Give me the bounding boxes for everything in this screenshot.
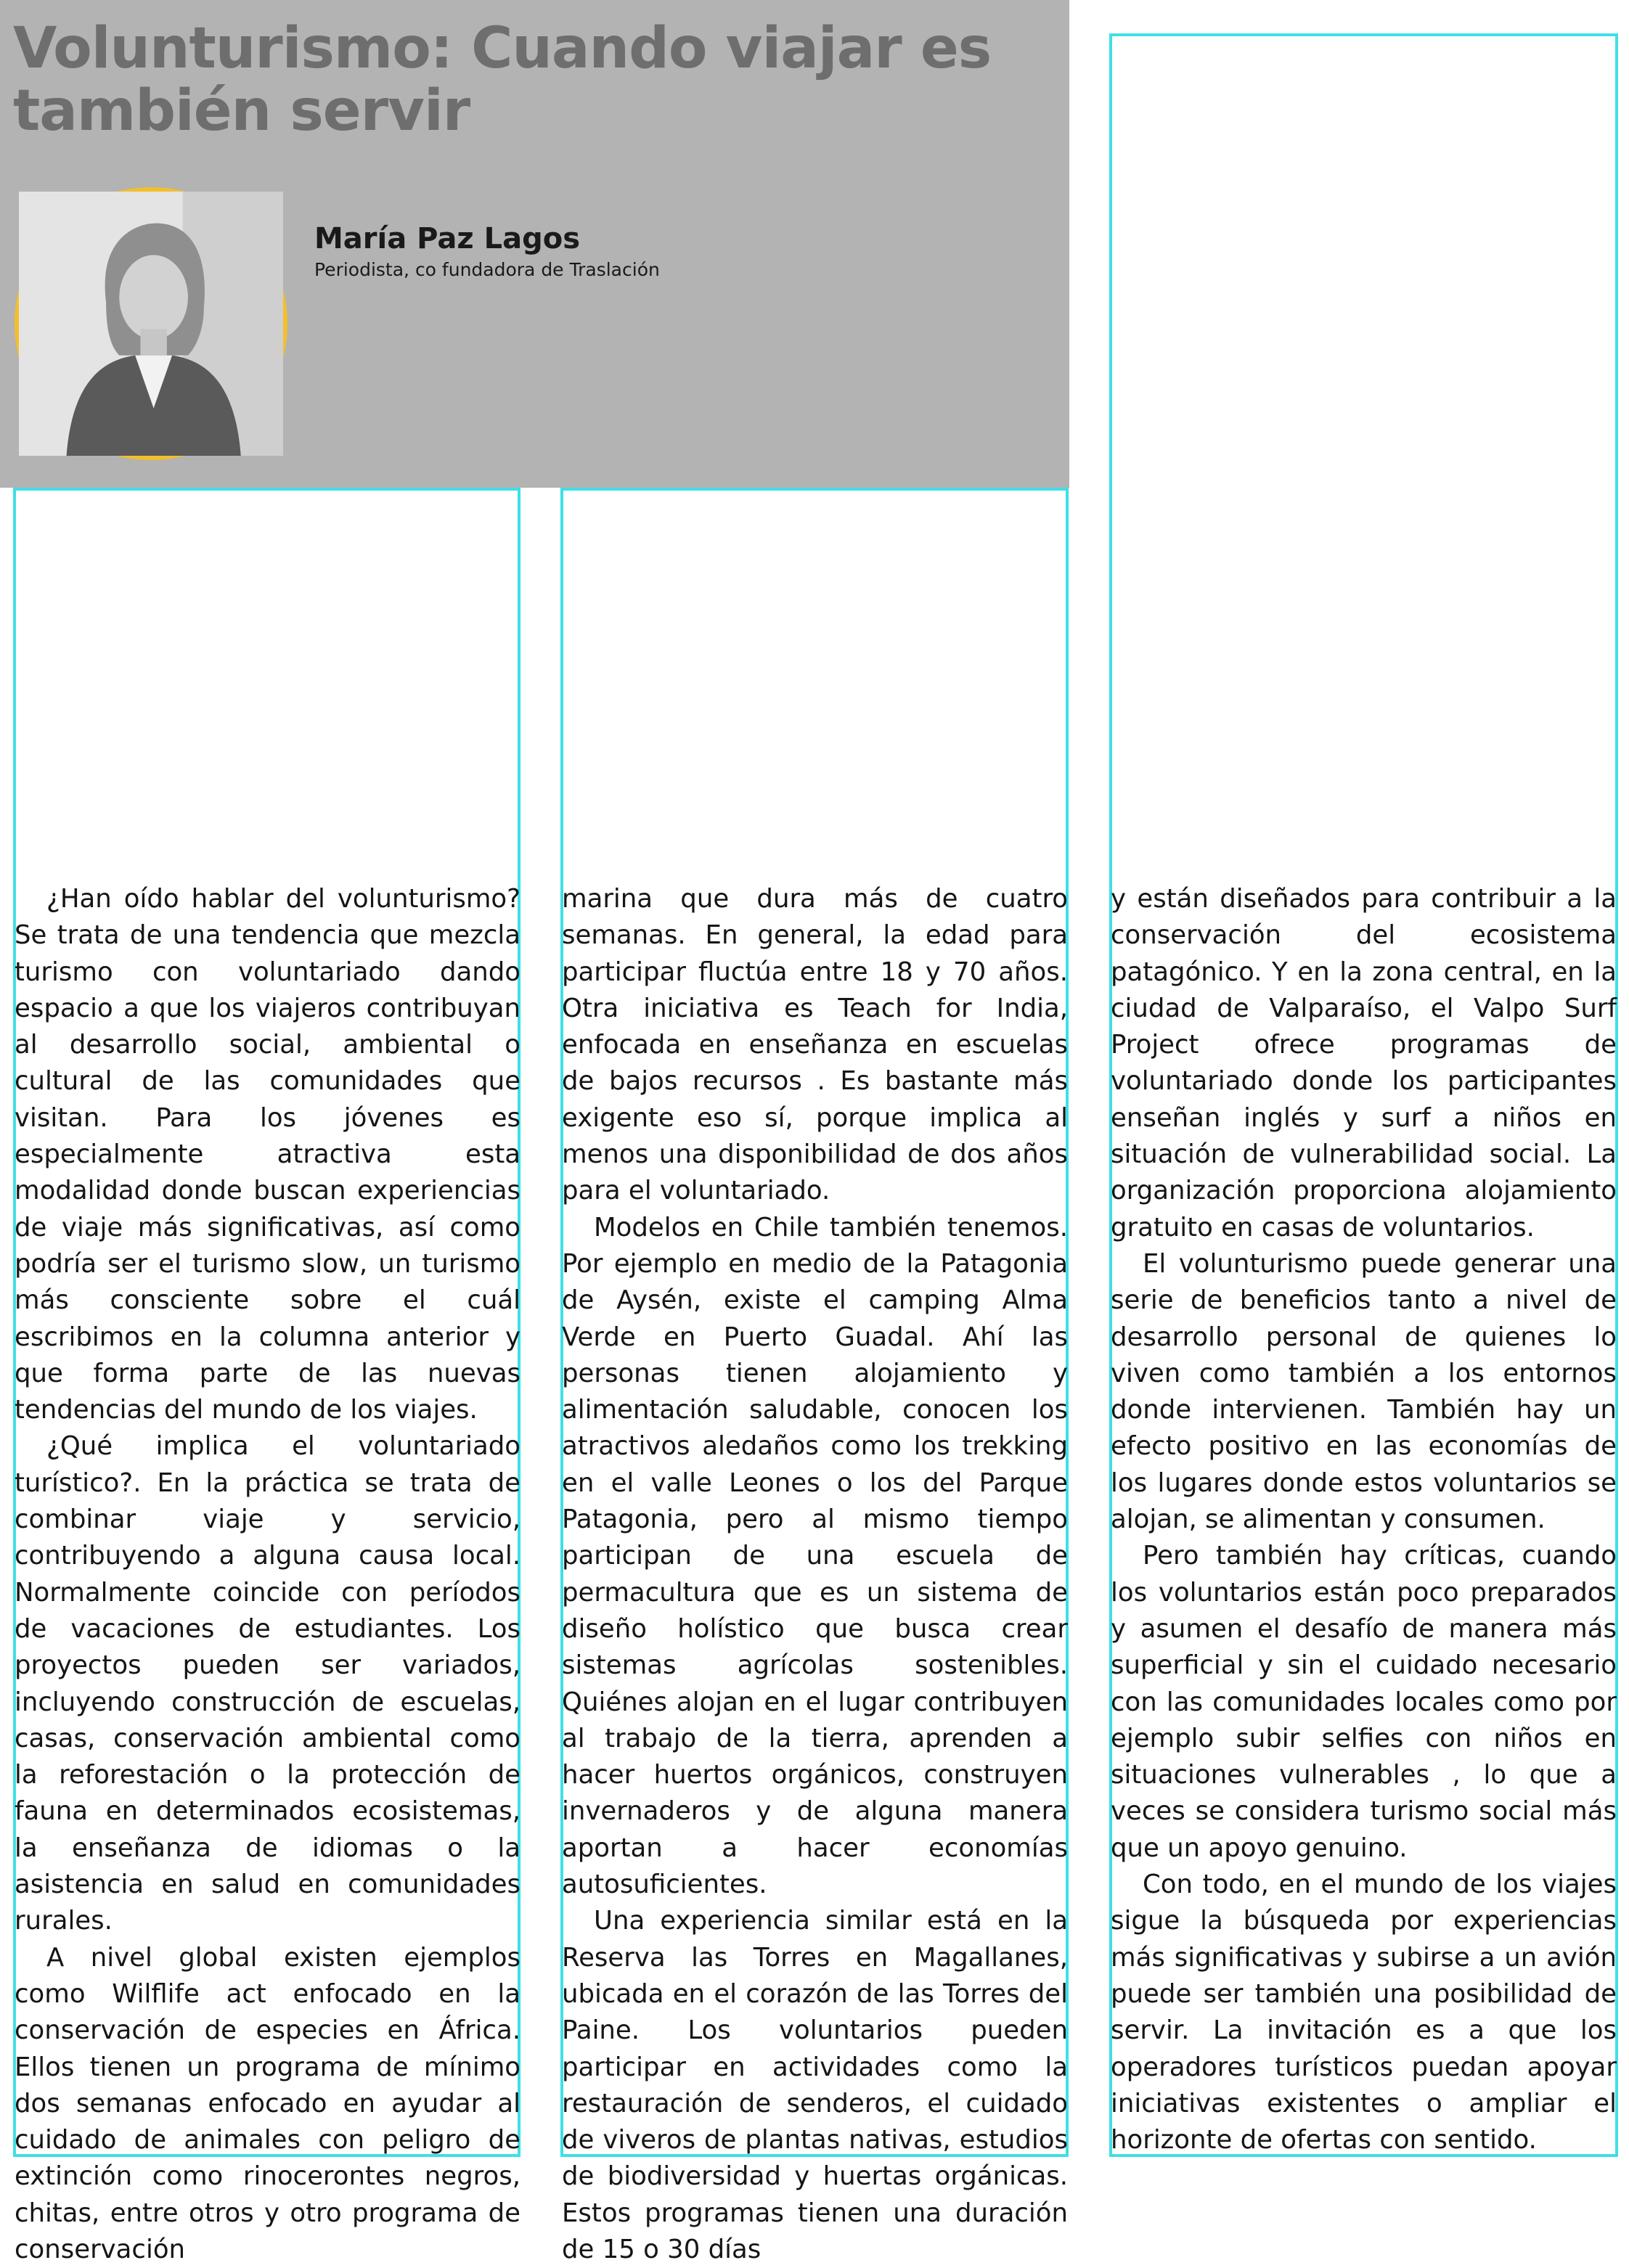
text-column-1: [15, 881, 520, 2264]
author-role: Periodista, co fundadora de Traslación: [314, 259, 660, 280]
paragraph: Con todo, en el mundo de los viajes sigue la búsqueda por experiencias más significativas y subirse a un avión puede ser también una posibilidad de servir. La invitación es a que los operadores turísticos puedan apoyar iniciativas existentes o ampliar el horizonte de ofertas con sentido.: [1111, 1870, 1617, 2156]
paragraph: marina que dura más de cuatro semanas. En general, la edad para participar fluctúa entre 18 y 70 años. Otra iniciativa es Teach for India, enfocada en enseñanza en escuelas de bajos recursos . Es bastante más exigente eso sí, porque implica al menos una disponibilidad de dos años para el voluntariado.: [562, 884, 1068, 1206]
author-photo: [15, 187, 287, 460]
paragraph: y están diseñados para contribuir a la conservación del ecosistema patagónico. Y en la zona central, en la ciudad de Valparaíso, el Valpo Surf Project ofrece programas de voluntariado donde los participantes enseñan inglés y surf a niños en situación de vulnerabilidad social. La organización proporciona alojamiento gratuito en casas de voluntarios.: [1111, 884, 1617, 1243]
text-column-3: [1111, 881, 1617, 2160]
paragraph: Una experiencia similar está en la Reserva las Torres en Magallanes, ubicada en el corazón de las Torres del Paine. Los voluntarios pueden participar en actividades como la restauración de senderos, el cuidado de viveros de plantas nativas, estudios de biodiversidad y huertas orgánicas. Estos programas tienen una duración de 15 o 30 días: [562, 1906, 1068, 2264]
author-name: María Paz Lagos: [314, 222, 580, 255]
author-portrait-icon: [19, 192, 283, 456]
paragraph: Pero también hay críticas, cuando los voluntarios están poco preparados y asumen el desafío de manera más superficial y sin el cuidado necesario con las comunidades locales como por ejemplo subir selfies con niños en situaciones vulnerables , lo que a veces se considera turismo social más que un apoyo genuino.: [1111, 1541, 1617, 1863]
paragraph: A nivel global existen ejemplos como Wilflife act enfocado en la conservación de especies en África. Ellos tienen un programa de mínimo dos semanas enfocado en ayudar al cuidado de animales con peligro de extinción como rinocerontes negros, chitas, entre otros y otro programa de conservación: [15, 1942, 520, 2264]
paragraph: ¿Han oído hablar del volunturismo? Se trata de una tendencia que mezcla turismo con voluntariado dando espacio a que los viajeros contribuyan al desarrollo social, ambiental o cultural de las comunidades que visitan. Para los jóvenes es especialmente atractiva esta modalidad donde buscan experiencias de viaje más significativas, así como podría ser el turismo slow, un turismo más consciente sobre el cuál escribimos en la columna anterior y que forma parte de las nuevas tendencias del mundo de los viajes.: [15, 884, 520, 1425]
article-title: Volunturismo: Cuando viajar es también servir: [13, 16, 992, 144]
paragraph: Modelos en Chile también tenemos. Por ejemplo en medio de la Patagonia de Aysén, existe el camping Alma Verde en Puerto Guadal. Ahí las personas tienen alojamiento y alimentación saludable, conocen los atractivos aledaños como los trekking en el valle Leones o los del Parque Patagonia, pero al mismo tiempo participan de una escuela de permacultura que es un sistema de diseño holístico que busca crear sistemas agrícolas sostenibles. Quiénes alojan en el lugar contribuyen al trabajo de la tierra, aprenden a hacer huertos orgánicos, construyen invernaderos y de alguna manera aportan a hacer economías autosuficientes.: [562, 1212, 1068, 1900]
paragraph: ¿Qué implica el voluntariado turístico?. En la práctica se trata de combinar viaje y servicio, contribuyendo a alguna causa local. Normalmente coincide con períodos de vacaciones de estudiantes. Los proyectos pueden ser variados, incluyendo construcción de escuelas, casas, conservación ambiental como la reforestación o la protección de fauna en determinados ecosistemas, la enseñanza de idiomas o la asistencia en salud en comunidades rurales.: [15, 1431, 520, 1936]
article-header: [0, 0, 1069, 488]
text-column-2: [562, 881, 1068, 2264]
paragraph: El volunturismo puede generar una serie de beneficios tanto a nivel de desarrollo personal de quienes lo viven como también a los entornos donde intervienen. También hay un efecto positivo en las economías de los lugares donde estos voluntarios se alojan, se alimentan y consumen.: [1111, 1248, 1617, 1535]
